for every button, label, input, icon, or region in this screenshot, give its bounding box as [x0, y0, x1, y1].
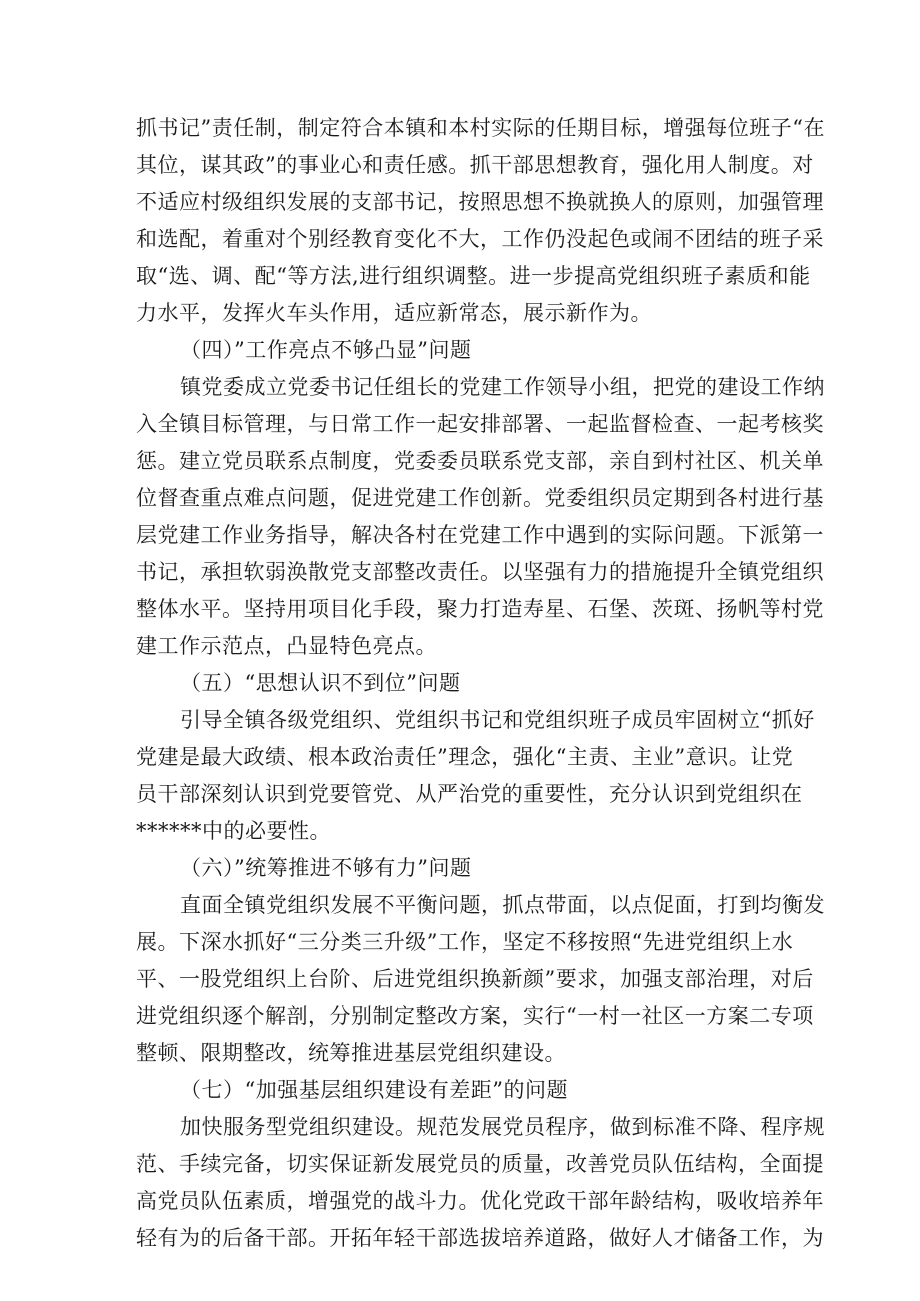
body-text-line: 建工作示范点，凸显特色亮点。: [136, 634, 437, 658]
body-text-line: 入全镇目标管理，与日常工作一起安排部署、一起监督检查、一起考核奖: [136, 412, 824, 436]
body-text-line: 力水平，发挥火车头作用，适应新常态，展示新作为。: [136, 301, 652, 325]
body-text-line: ******中的必要性。: [136, 819, 331, 843]
body-text-line: 直面全镇党组织发展不平衡问题，抓点带面，以点促面，打到均衡发: [180, 893, 825, 917]
section-heading-4: （四）”工作亮点不够凸显”问题: [180, 338, 472, 362]
body-text-line: 和选配，着重对个别经教育变化不大，工作仍没起色或闹不团结的班子采: [136, 227, 824, 251]
body-text-line: 惩。建立党员联系点制度，党委委员联系党支部，亲自到村社区、机关单: [136, 449, 824, 473]
body-text-line: 整顿、限期整改，统筹推进基层党组织建设。: [136, 1041, 566, 1065]
body-text-line: 引导全镇各级党组织、党组织书记和党组织班子成员牢固树立“抓好: [180, 708, 815, 732]
body-text-line: 书记，承担软弱涣散党支部整改责任。以坚强有力的措施提升全镇党组织: [136, 560, 824, 584]
body-text-line: 整体水平。坚持用项目化手段，聚力打造寿星、石堡、茨斑、扬帆等村党: [136, 597, 824, 621]
section-heading-7: （七）“加强基层组织建设有差距”的问题: [180, 1078, 568, 1102]
section-heading-6: （六）”统筹推进不够有力”问题: [180, 856, 472, 880]
body-text-line: 进党组织逐个解剖，分别制定整改方案，实行“一村一社区一方案二专项: [136, 1004, 814, 1028]
body-text-line: 不适应村级组织发展的支部书记，按照思想不换就换人的原则，加强管理: [136, 190, 824, 214]
body-text-line: 员干部深刻认识到党要管党、从严治党的重要性，充分认识到党组织在: [136, 782, 803, 806]
body-text-line: 镇党委成立党委书记任组长的党建工作领导小组，把党的建设工作纳: [180, 375, 825, 399]
body-text-line: 高党员队伍素质，增强党的战斗力。优化党政干部年龄结构，吸收培养年: [136, 1189, 824, 1213]
body-text-line: 层党建工作业务指导，解决各村在党建工作中遇到的实际问题。下派第一: [136, 523, 824, 547]
section-heading-5: （五）“思想认识不到位”问题: [180, 671, 461, 695]
body-text-line: 其位，谋其政”的事业心和责任感。抓干部思想教育，强化用人制度。对: [136, 153, 814, 177]
body-text-line: 平、一股党组织上台阶、后进党组织换新颜”要求，加强支部治理，对后: [136, 967, 814, 991]
body-text-line: 轻有为的后备干部。开拓年轻干部选拔培养道路，做好人才储备工作，为: [136, 1226, 824, 1250]
body-text-line: 党建是最大政绩、根本政治责任”理念，强化“主责、主业”意识。让党: [136, 745, 794, 769]
body-text-line: 取“选、调、配“等方法,进行组织调整。进一步提高党组织班子素质和能: [136, 264, 811, 288]
body-text-line: 抓书记”责任制，制定符合本镇和本村实际的任期目标，增强每位班子“在: [136, 116, 825, 140]
body-text-line: 展。下深水抓好“三分类三升级”工作，坚定不移按照“先进党组织上水: [136, 930, 794, 954]
body-text-line: 位督查重点难点问题，促进党建工作创新。党委组织员定期到各村进行基: [136, 486, 824, 510]
body-text-line: 范、手续完备，切实保证新发展党员的质量，改善党员队伍结构，全面提: [136, 1152, 824, 1176]
body-text-line: 加快服务型党组织建设。规范发展党员程序，做到标准不降、程序规: [180, 1115, 825, 1139]
